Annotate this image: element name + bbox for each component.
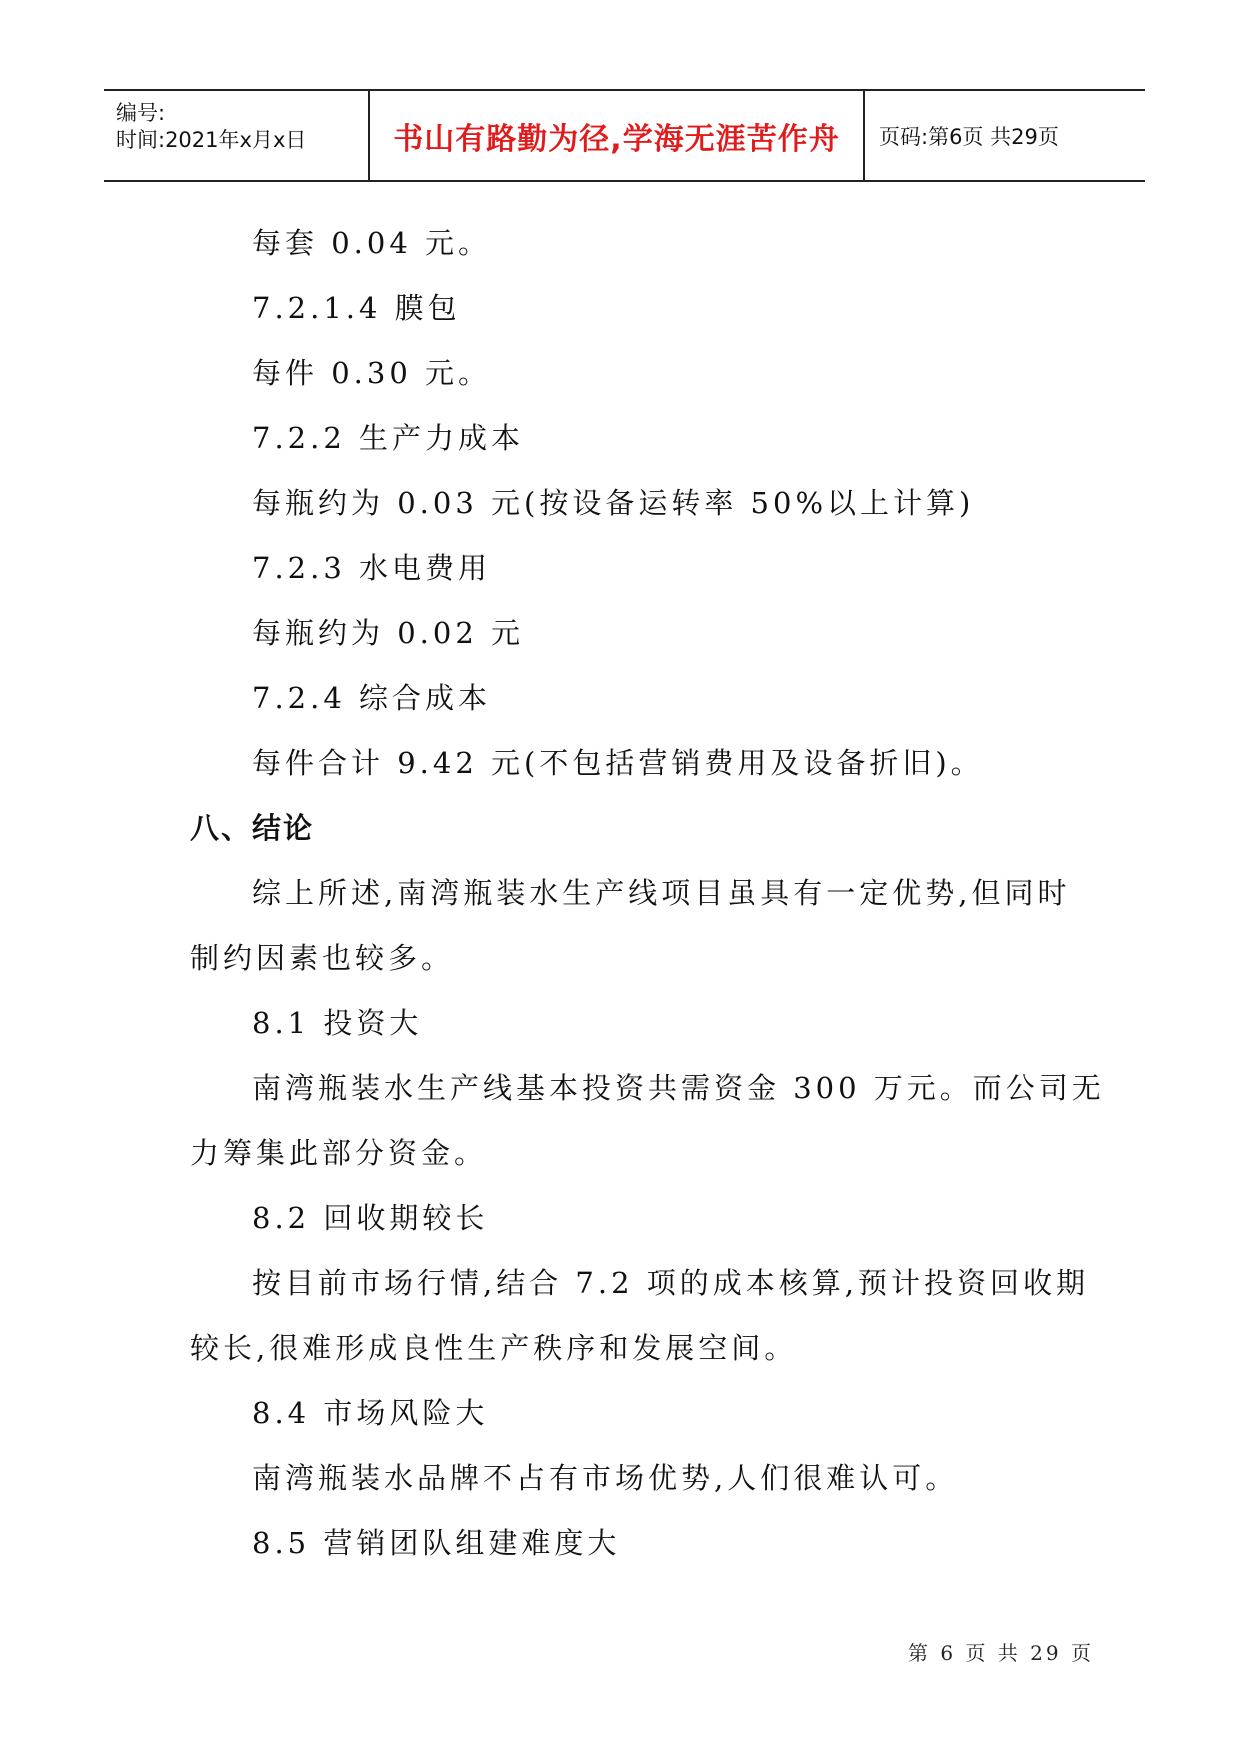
body-line: 每瓶约为 0.02 元 — [252, 616, 525, 650]
paragraph-line: 综上所述,南湾瓶装水生产线项目虽具有一定优势,但同时 — [252, 876, 1071, 910]
section-subheading: 8.5 营销团队组建难度大 — [252, 1526, 621, 1560]
section-subheading: 7.2.1.4 膜包 — [252, 291, 461, 325]
page-footer: 第 6 页 共 29 页 — [908, 1641, 1094, 1665]
section-subheading: 8.2 回收期较长 — [252, 1201, 489, 1235]
paragraph-line: 较长,很难形成良性生产秩序和发展空间。 — [190, 1331, 798, 1365]
header-motto: 书山有路勤为径,学海无涯苦作舟 — [393, 121, 840, 157]
section-subheading: 7.2.4 综合成本 — [252, 681, 492, 715]
section-subheading: 7.2.2 生产力成本 — [252, 421, 525, 455]
paragraph-line: 力筹集此部分资金。 — [190, 1136, 488, 1170]
document-number-label: 编号: — [116, 101, 166, 125]
document-time-label: 时间:2021年x月x日 — [116, 128, 307, 152]
paragraph-line: 南湾瓶装水生产线基本投资共需资金 300 万元。而公司无 — [252, 1071, 1105, 1105]
section-subheading: 8.4 市场风险大 — [252, 1396, 489, 1430]
header-meta — [104, 91, 368, 180]
body-line: 每件合计 9.42 元(不包括营销费用及设备折旧)。 — [252, 746, 984, 780]
header-page-number: 页码:第6页 共29页 — [879, 124, 1059, 149]
paragraph-line: 南湾瓶装水品牌不占有市场优势,人们很难认可。 — [252, 1461, 959, 1495]
section-subheading: 8.1 投资大 — [252, 1006, 423, 1040]
paragraph-line: 制约因素也较多。 — [190, 941, 455, 975]
paragraph-line: 按目前市场行情,结合 7.2 项的成本核算,预计投资回收期 — [252, 1266, 1089, 1300]
page-header — [104, 89, 1145, 182]
body-line: 每套 0.04 元。 — [252, 226, 492, 260]
chapter-heading: 八、结论 — [190, 811, 315, 845]
body-line: 每瓶约为 0.03 元(按设备运转率 50%以上计算) — [252, 486, 975, 520]
body-line: 每件 0.30 元。 — [252, 356, 492, 390]
section-subheading: 7.2.3 水电费用 — [252, 551, 492, 585]
